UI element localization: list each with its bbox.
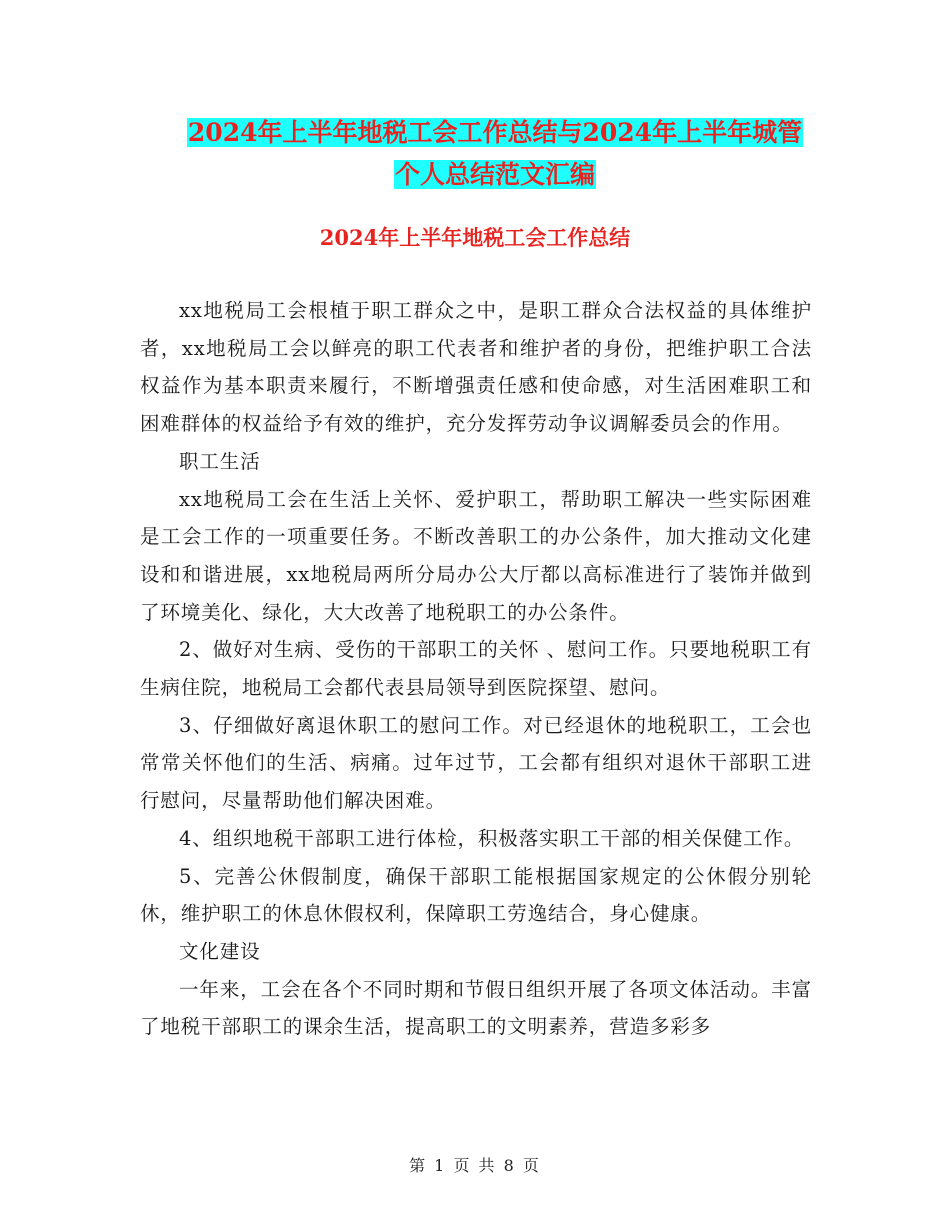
- paragraph: 一年来，工会在各个不同时期和节假日组织开展了各项文体活动。丰富了地税干部职工的课余生活，提高职工的文明素养，营造多彩多: [140, 977, 812, 1039]
- document-title-text-1: 2024年上半年地税工会工作总结与2024年上半年城管: [187, 118, 803, 147]
- paragraph: 5、完善公休假制度，确保干部职工能根据国家规定的公休假分别轮休，维护职工的休息休假权利，保障职工劳逸结合，身心健康。: [140, 864, 812, 926]
- paragraph: 4、组织地税干部职工进行体检，积极落实职工干部的相关保健工作。: [179, 826, 805, 850]
- document-title-text-2: 个人总结范文汇编: [394, 160, 595, 189]
- paragraph: xx地税局工会在生活上关怀、爱护职工，帮助职工解决一些实际困难是工会工作的一项重要任务。不断改善职工的办公条件，加大推动文化建设和和谐进展，xx地税局两所分局办公大厅都以高标准进行了装饰并做到了环境美化、绿化，大大改善了地税职工的办公条件。: [140, 487, 812, 624]
- document-title-line-1: [120, 114, 870, 151]
- section-title: 2024年上半年地税工会工作总结: [319, 225, 631, 250]
- subheading-culture: 文化建设: [179, 939, 261, 963]
- document-title-line-2: [120, 156, 870, 193]
- paragraph: 3、仔细做好离退休职工的慰问工作。对已经退休的地税职工，工会也常常关怀他们的生活、病痛。过年过节，工会都有组织对退休干部职工进行慰问，尽量帮助他们解决困难。: [140, 713, 812, 813]
- paragraph: xx地税局工会根植于职工群众之中，是职工群众合法权益的具体维护者，xx地税局工会以鲜亮的职工代表者和维护者的身份，把维护职工合法权益作为基本职责来履行，不断增强责任感和使命感，对生活困难职工和困难群体的权益给予有效的维护，充分发挥劳动争议调解委员会的作用。: [140, 299, 812, 436]
- paragraph: 2、做好对生病、受伤的干部职工的关怀 、慰问工作。只要地税职工有生病住院，地税局工会都代表县局领导到医院探望、慰问。: [140, 638, 812, 700]
- page-number-footer: 第 1 页 共 8 页: [409, 1156, 541, 1175]
- document-body: [140, 292, 812, 1046]
- subheading-staff-life: 职工生活: [179, 449, 261, 473]
